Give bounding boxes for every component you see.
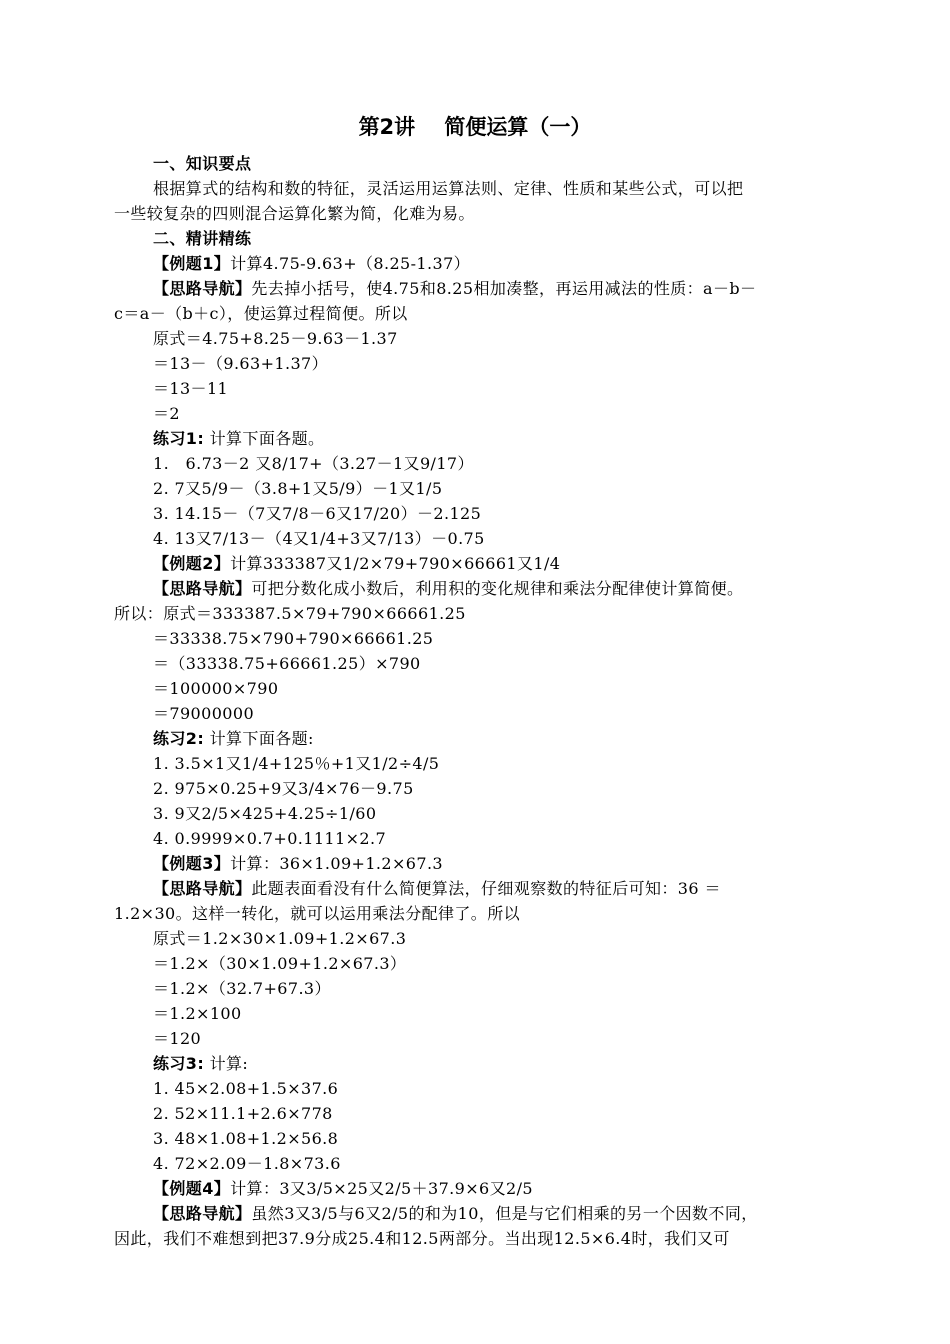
solution-step: 原式＝4.75+8.25－9.63－1.37 xyxy=(153,329,398,348)
example-2-hint-line-1 xyxy=(153,577,743,601)
example-1-hint-line-2: c＝a－（b＋c），使运算过程简便。所以 xyxy=(114,304,408,323)
practice-item: 3. 9又2/5×425+4.25÷1/60 xyxy=(153,804,377,823)
practice-instruction: 计算下面各题。 xyxy=(204,429,325,448)
example-label: 【例题4】 xyxy=(153,1179,231,1198)
solution-step: ＝13－11 xyxy=(153,379,229,398)
solution-step: ＝2 xyxy=(153,404,180,423)
hint-label: 【思路导航】 xyxy=(153,1204,252,1223)
section-heading-knowledge: 一、知识要点 xyxy=(153,154,252,173)
page-title: 第2讲 简便运算（一） xyxy=(358,115,592,139)
practice-label: 练习3: xyxy=(153,1054,205,1073)
example-text: 计算4.75-9.63+（8.25-1.37） xyxy=(230,254,471,273)
practice-instruction: 计算: xyxy=(204,1054,249,1073)
hint-text: 可把分数化成小数后，利用积的变化规律和乘法分配律使计算简便。 xyxy=(251,579,744,598)
example-2-hint-line-2: 所以：原式＝333387.5×79+790×66661.25 xyxy=(114,604,466,623)
solution-step: ＝120 xyxy=(153,1029,202,1048)
example-4-question xyxy=(153,1177,533,1201)
solution-step: ＝33338.75×790+790×66661.25 xyxy=(153,629,434,648)
practice-label: 练习2: xyxy=(153,729,205,748)
hint-text: 虽然3又3/5与6又2/5的和为10，但是与它们相乘的另一个因数不同， xyxy=(251,1204,758,1223)
hint-text: 先去掉小括号，使4.75和8.25相加凑整，再运用减法的性质：a－b－ xyxy=(251,279,757,298)
practice-item: 4. 0.9999×0.7+0.1111×2.7 xyxy=(153,829,387,848)
hint-label: 【思路导航】 xyxy=(153,579,252,598)
practice-item: 2. 975×0.25+9又3/4×76－9.75 xyxy=(153,779,414,798)
practice-item: 1. 45×2.08+1.5×37.6 xyxy=(153,1079,339,1098)
hint-text: 此题表面看没有什么简便算法，仔细观察数的特征后可知：36 ＝ xyxy=(251,879,721,898)
solution-step: ＝13－（9.63+1.37） xyxy=(153,354,329,373)
hint-label: 【思路导航】 xyxy=(153,279,252,298)
hint-label: 【思路导航】 xyxy=(153,879,252,898)
solution-step: ＝100000×790 xyxy=(153,679,279,698)
example-3-question xyxy=(153,852,443,876)
solution-step: ＝（33338.75+66661.25）×790 xyxy=(153,654,421,673)
example-4-hint-line-2: 因此，我们不难想到把37.9分成25.4和12.5两部分。当出现12.5×6.4时，我们又可 xyxy=(114,1229,730,1248)
solution-step: ＝1.2×100 xyxy=(153,1004,242,1023)
practice-item: 3. 14.15－（7又7/8－6又17/20）－2.125 xyxy=(153,504,482,523)
practice-item: 2. 7又5/9－（3.8+1又5/9）－1又1/5 xyxy=(153,479,443,498)
practice-item: 3. 48×1.08+1.2×56.8 xyxy=(153,1129,339,1148)
solution-step: 原式＝1.2×30×1.09+1.2×67.3 xyxy=(153,929,407,948)
intro-line-1: 根据算式的结构和数的特征，灵活运用运算法则、定律、性质和某些公式，可以把 xyxy=(153,179,744,198)
example-1-hint-line-1 xyxy=(153,277,756,301)
practice-item: 4. 13又7/13－（4又1/4+3又7/13）－0.75 xyxy=(153,529,485,548)
solution-step: ＝1.2×（32.7+67.3） xyxy=(153,979,331,998)
example-label: 【例题2】 xyxy=(153,554,231,573)
practice-instruction: 计算下面各题: xyxy=(204,729,314,748)
practice-item: 1. 6.73－2 又8/17+（3.27－1又9/17） xyxy=(153,454,474,473)
solution-step: ＝1.2×（30×1.09+1.2×67.3） xyxy=(153,954,407,973)
example-2-question xyxy=(153,552,560,576)
example-1-question xyxy=(153,252,470,276)
practice-label: 练习1: xyxy=(153,429,205,448)
example-text: 计算：36×1.09+1.2×67.3 xyxy=(230,854,444,873)
section-heading-practice: 二、精讲精练 xyxy=(153,229,252,248)
intro-line-2: 一些较复杂的四则混合运算化繁为简，化难为易。 xyxy=(114,204,475,223)
practice-item: 1. 3.5×1又1/4+125％+1又1/2÷4/5 xyxy=(153,754,440,773)
solution-step: ＝79000000 xyxy=(153,704,255,723)
practice-3-heading xyxy=(153,1052,248,1076)
example-label: 【例题3】 xyxy=(153,854,231,873)
practice-item: 2. 52×11.1+2.6×778 xyxy=(153,1104,333,1123)
example-4-hint-line-1 xyxy=(153,1202,758,1226)
example-label: 【例题1】 xyxy=(153,254,231,273)
example-3-hint-line-2: 1.2×30。这样一转化，就可以运用乘法分配律了。所以 xyxy=(114,904,521,923)
practice-item: 4. 72×2.09－1.8×73.6 xyxy=(153,1154,341,1173)
practice-2-heading xyxy=(153,727,314,751)
example-3-hint-line-1 xyxy=(153,877,721,901)
example-text: 计算333387又1/2×79+790×66661又1/4 xyxy=(230,554,561,573)
practice-1-heading xyxy=(153,427,324,451)
example-text: 计算：3又3/5×25又2/5＋37.9×6又2/5 xyxy=(230,1179,533,1198)
